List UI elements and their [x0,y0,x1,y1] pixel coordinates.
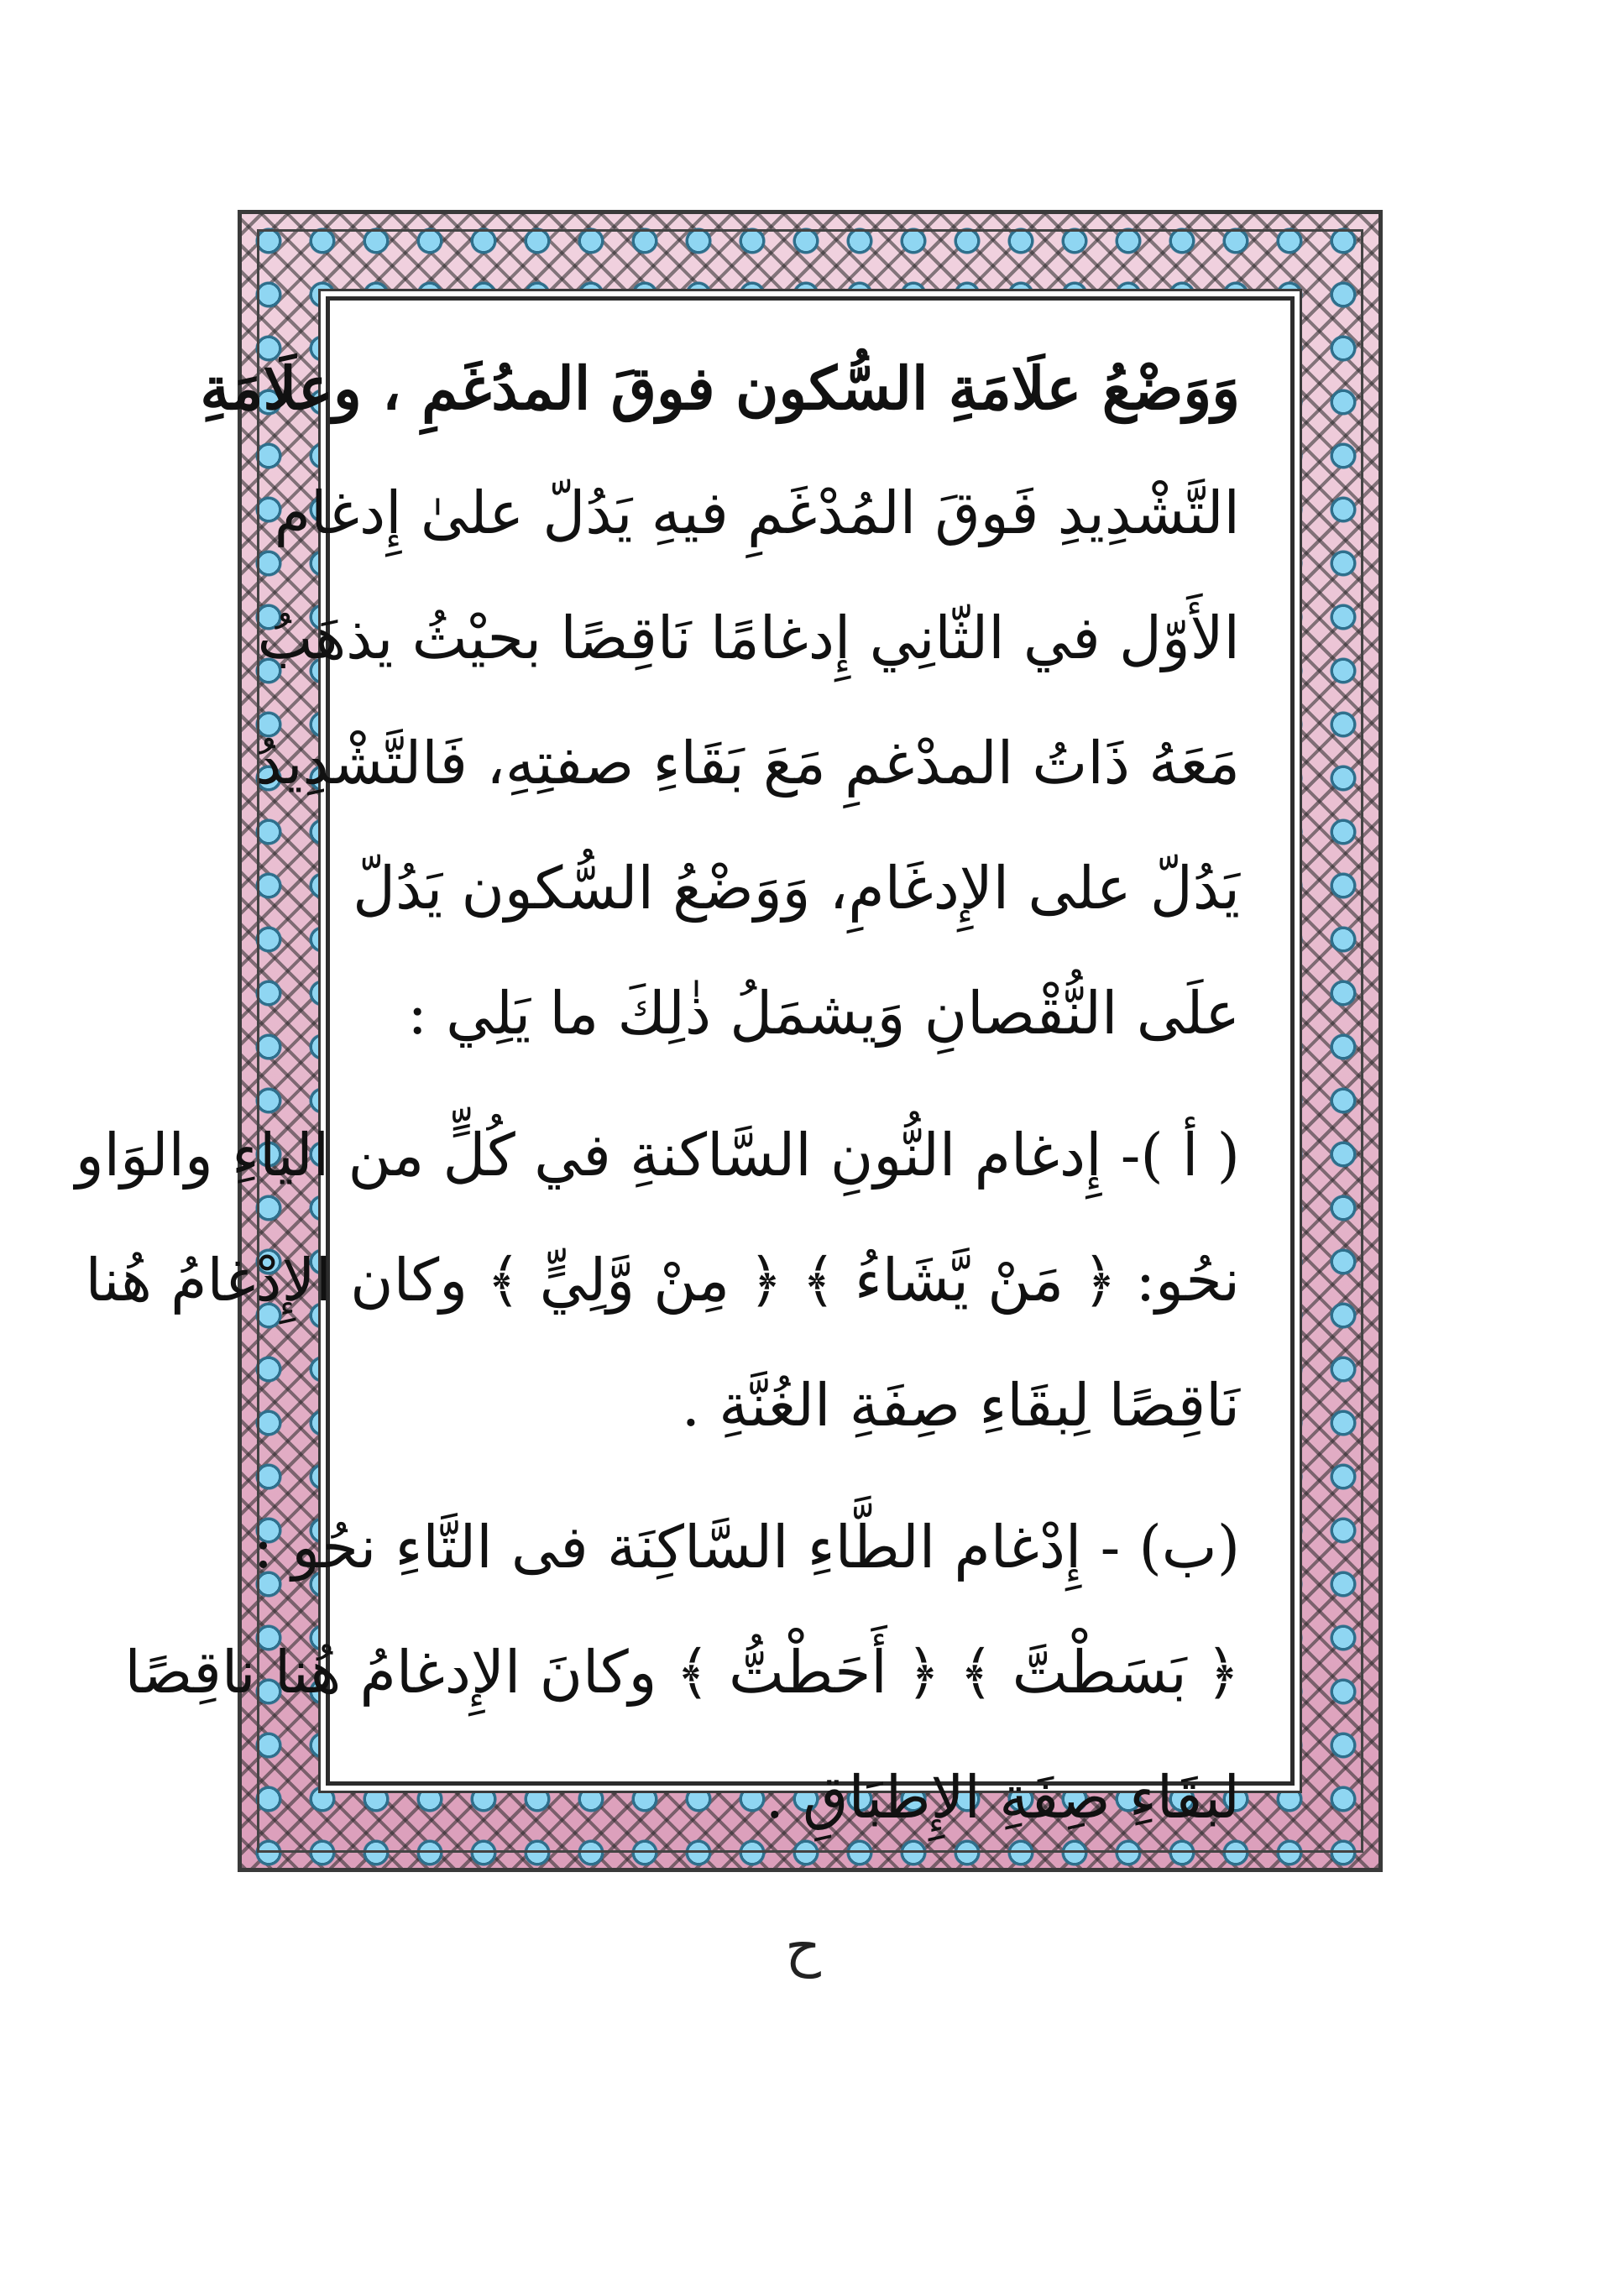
decorative-page-border [75,210,1383,1872]
text-line-5: يَدُلّ على الإِدغَامِ، وَوَضْعُ السُّكون يَدُلّ [353,854,1240,923]
page-number: ح [785,1914,821,1979]
text-line-10: (ب) - إِدْغام الطَّاءِ السَّاكِنَة فى التَّاءِ نحُو : [253,1513,1240,1582]
text-line-2: التَّشْدِيدِ فَوقَ المُدْغَمِ فيهِ يَدُلّ علىٰ إِدغام [274,479,1240,547]
paragraph-gap [380,1468,1240,1485]
text-line-6: علَى النُّقْصانِ وَيشمَلُ ذٰلِكَ ما يَلِي : [407,979,1240,1048]
text-line-4: مَعَهُ ذَاتُ المدْغمِ مَعَ بَقَاءِ صفتِهِ، فَالتَّشْدِيدُ [255,729,1240,798]
text-line-1: وَوَضْعُ علَامَةِ السُّكون فوقَ المدُغَمِ ، وعلَامَةِ [200,353,1240,423]
text-line-9: نَاقِصًا لِبقَاءِ صِفَةِ الغُنَّةِ . [681,1371,1240,1440]
text-line-12: لبقَاءِ صِفَةِ الإِطبَاقِ . [765,1763,1240,1832]
text-line-7: ( أ )- إِدغام النُّونِ السَّاكنةِ في كُلٍّ من الياءِ والوَاو [75,1121,1240,1190]
text-line-3: الأَوّل في الثّانِي إِدغامًا نَاقِصًا بحيْثُ يذهَبُ [257,604,1240,672]
text-line-8: نحُو: ﴿ مَنْ يَّشَاءُ ﴾ ﴿ مِنْ وَّلِيٍّ ﴾ وكان الإِدْغامُ هُنا [85,1246,1240,1315]
text-panel [75,296,1295,1832]
paragraph-gap [380,1076,1240,1093]
arabic-text-block [75,326,1240,1860]
text-line-11: ﴿ بَسَطْتَّ ﴾ ﴿ أَحَطْتُّ ﴾ وكانَ الإِدغامُ هُنا ناقِصًا [124,1638,1240,1707]
